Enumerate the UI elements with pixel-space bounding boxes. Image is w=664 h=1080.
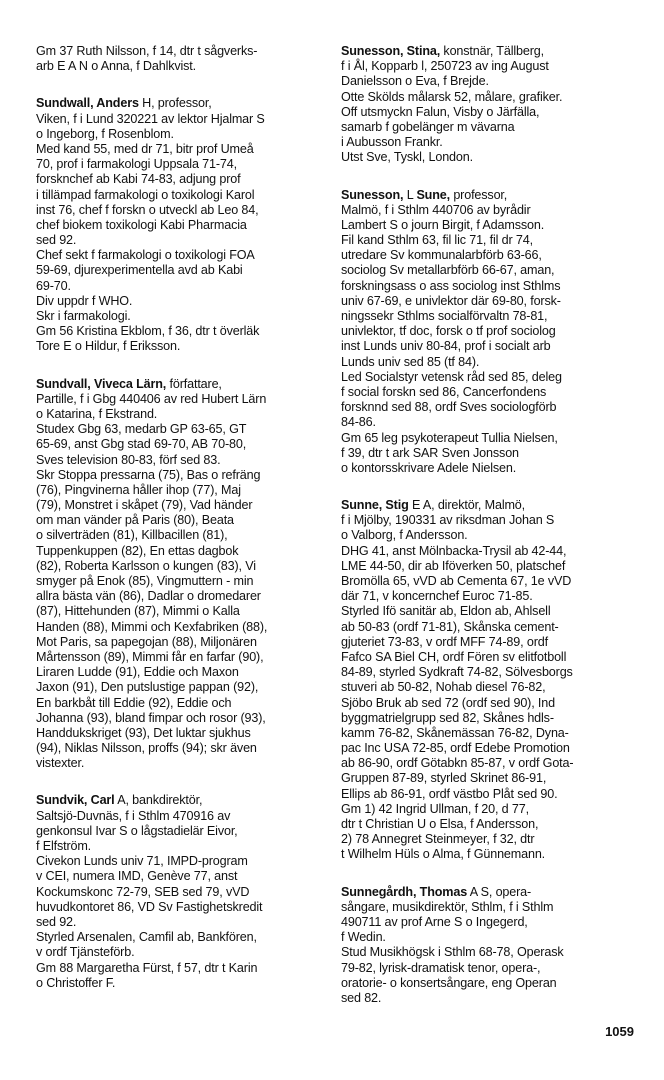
entry-text: Jaxon (91), Den putslustige pappan (92),	[36, 680, 259, 695]
entry-text: sed 92.	[36, 233, 77, 248]
entry-text: sed 92.	[36, 914, 77, 929]
entry-line	[341, 620, 639, 635]
entry-line	[341, 771, 639, 786]
entry-line	[36, 453, 326, 468]
entry-line	[36, 589, 326, 604]
entry-line	[36, 339, 326, 354]
entry-text: sed 82.	[341, 990, 382, 1005]
directory-entry	[36, 793, 326, 990]
entry-line	[36, 422, 326, 437]
entry-line	[36, 574, 326, 589]
entry-line	[36, 696, 326, 711]
directory-entry	[36, 96, 326, 354]
entry-line	[36, 620, 326, 635]
entry-line	[36, 854, 326, 869]
entry-text: dtr t Christian U o Elsa, f Andersson,	[341, 817, 539, 831]
entry-text: huvudkontoret 86, VD Sv Fastighetskredit	[36, 899, 263, 914]
entry-line	[36, 157, 326, 172]
right-column	[341, 44, 639, 1028]
entry-line	[341, 915, 639, 930]
entry-line	[36, 188, 326, 203]
entry-text: o Katarina, f Ekstrand.	[36, 406, 158, 421]
entry-text: Gm 88 Margaretha Fürst, f 57, dtr t Karin	[36, 960, 258, 975]
entry-text: oratorie- o konsertsångare, eng Operan	[341, 975, 557, 990]
entry-line	[36, 839, 326, 854]
entry-text: Tuppenkuppen (82), En ettas dagbok	[36, 543, 239, 558]
entry-text: Med kand 55, med dr 71, bitr prof Umeå	[36, 141, 254, 156]
entry-line	[36, 263, 326, 278]
entry-line	[36, 44, 326, 59]
entry-line	[341, 498, 639, 513]
entry-line	[36, 885, 326, 900]
entry-text: (79), Monstret i skåpet (79), Vad händer	[36, 498, 253, 513]
entry-line	[341, 787, 639, 802]
entry-name: Sundvik, Carl	[36, 793, 115, 808]
entry-text: L	[403, 187, 417, 202]
entry-line	[341, 218, 639, 233]
entry-line	[341, 650, 639, 665]
entry-text: v ordf Tjänsteförb.	[36, 945, 135, 960]
entry-text: forskningsass o ass sociolog inst Sthlms	[341, 278, 561, 293]
entry-line	[341, 233, 639, 248]
entry-line	[36, 528, 326, 543]
entry-text: A, bankdirektör,	[114, 793, 203, 808]
entry-text: professor,	[449, 187, 508, 202]
entry-line	[341, 635, 639, 650]
entry-line	[341, 528, 639, 543]
entry-line	[341, 589, 639, 604]
entry-text: 84-86.	[341, 415, 376, 430]
entry-line	[36, 309, 326, 324]
entry-text: f 39, dtr t ark SAR Sven Jonsson	[341, 445, 519, 460]
entry-text: i Aubusson Frankr.	[341, 135, 443, 150]
entry-line	[341, 188, 639, 203]
entry-line	[36, 869, 326, 884]
entry-line	[341, 961, 639, 976]
entry-text: Lambert S o journ Birgit, f Adamsson.	[341, 217, 545, 232]
entry-line	[341, 847, 639, 862]
entry-text: f i Ål, Kopparb l, 250723 av ing August	[341, 59, 549, 74]
entry-line	[341, 150, 639, 165]
entry-text: t Wilhelm Hüls o Alma, f Günnemann.	[341, 847, 546, 862]
entry-text: gjuteriet 73-83, v ordf MFF 74-89, ordf	[341, 634, 548, 649]
entry-text: utredare Sv kommunalarbförb 63-66,	[341, 248, 542, 263]
entry-line	[36, 726, 326, 741]
entry-line	[36, 392, 326, 407]
entry-text: LME 44-50, dir ab Iföverken 50, platschef	[341, 558, 566, 573]
entry-text: f social forskn sed 86, Cancerfondens	[341, 384, 547, 399]
entry-text: Saltsjö-Duvnäs, f i Sthlm 470916 av	[36, 808, 231, 823]
entry-text: vistexter.	[36, 756, 85, 771]
entry-text: Tore E o Hildur, f Eriksson.	[36, 339, 181, 354]
entry-line	[36, 604, 326, 619]
entry-text: kamm 76-82, Skånemässan 76-82, Dyna-	[341, 725, 569, 740]
entry-text: Johanna (93), bland fimpar och rosor (93),	[36, 710, 266, 725]
entry-text: i tillämpad farmakologi o toxikologi Karol	[36, 187, 255, 202]
entry-text: f Wedin.	[341, 930, 386, 945]
entry-text: E A, direktör, Malmö,	[408, 498, 526, 513]
entry-text: Mårtensson (89), Mimmi får en farfar (90),	[36, 649, 264, 664]
entry-text: DHG 41, anst Mölnbacka-Trysil ab 42-44,	[341, 543, 567, 558]
entry-text: Styrled Ifö sanitär ab, Eldon ab, Ahlsell	[341, 604, 551, 619]
entry-text: univlektor, tf doc, forsk o tf prof sociolog	[341, 324, 556, 339]
entry-text: Styrled Arsenalen, Camfil ab, Bankfören,	[36, 930, 257, 945]
entry-text: Studex Gbg 63, medarb GP 63-65, GT	[36, 422, 247, 437]
entry-text: ab 50-83 (ordf 71-81), Skånska cement-	[341, 619, 559, 634]
entry-text: Skr Stoppa pressarna (75), Bas o refräng	[36, 467, 261, 482]
entry-text: Div uppdr f WHO.	[36, 293, 133, 308]
page-number: 1059	[605, 1024, 634, 1039]
entry-line	[341, 817, 639, 832]
entry-text: 70, prof i farmakologi Uppsala 71-74,	[36, 157, 237, 172]
entry-line	[341, 832, 639, 847]
entry-line	[341, 294, 639, 309]
entry-line	[36, 142, 326, 157]
directory-entry	[341, 44, 639, 166]
entry-line	[341, 385, 639, 400]
entry-text: o Christoffer F.	[36, 975, 116, 990]
entry-line	[36, 127, 326, 142]
entry-text: samarb f gobelänger m vävarna	[341, 119, 515, 134]
entry-line	[36, 915, 326, 930]
entry-line	[341, 756, 639, 771]
entry-text: univ 67-69, e univlektor där 69-80, forsk-	[341, 293, 561, 308]
entry-line	[341, 44, 639, 59]
entry-text: stuveri ab 50-82, Nohab diesel 76-82,	[341, 680, 546, 695]
directory-entry	[341, 188, 639, 477]
entry-line	[341, 279, 639, 294]
entry-text: Partille, f i Gbg 440406 av red Hubert Lärn	[36, 391, 267, 406]
entry-line	[341, 248, 639, 263]
entry-text: Gm 37 Ruth Nilsson, f 14, dtr t sågverks-	[36, 44, 258, 58]
entry-text: pac Inc USA 72-85, ordf Edebe Promotion	[341, 741, 570, 756]
entry-line	[341, 544, 639, 559]
entry-line	[341, 604, 639, 619]
entry-line	[341, 263, 639, 278]
entry-text: En barkbåt till Eddie (92), Eddie och	[36, 695, 232, 710]
entry-text: där 71, v koncernchef Euroc 71-85.	[341, 589, 533, 604]
entry-line	[341, 324, 639, 339]
entry-line	[36, 930, 326, 945]
entry-line	[36, 711, 326, 726]
entry-line	[341, 461, 639, 476]
entry-line	[341, 203, 639, 218]
entry-text: Off utsmyckn Falun, Visby o Järfälla,	[341, 104, 540, 119]
entry-text: Fil kand Sthlm 63, fil lic 71, fil dr 74,	[341, 233, 533, 248]
entry-line	[36, 680, 326, 695]
entry-line	[341, 370, 639, 385]
entry-line	[36, 544, 326, 559]
entry-text: Gm 1) 42 Ingrid Ullman, f 20, d 77,	[341, 801, 529, 816]
entry-text: arb E A N o Anna, f Dahlkvist.	[36, 59, 197, 74]
entry-text: v CEI, numera IMD, Genève 77, anst	[36, 869, 238, 884]
entry-text: o kontorsskrivare Adele Nielsen.	[341, 460, 517, 475]
entry-text: Handdukskriget (93), Det luktar sjukhus	[36, 725, 251, 740]
entry-line	[36, 809, 326, 824]
entry-line	[36, 203, 326, 218]
entry-text: Gm 56 Kristina Ekblom, f 36, dtr t överläk	[36, 324, 260, 339]
entry-line	[36, 248, 326, 263]
entry-text: f Elfström.	[36, 839, 92, 853]
directory-entry	[341, 498, 639, 863]
entry-text: sociolog Sv metallarbförb 66-67, aman,	[341, 263, 555, 278]
entry-line	[36, 741, 326, 756]
entry-text: Utst Sve, Tyskl, London.	[341, 150, 473, 165]
entry-line	[341, 802, 639, 817]
entry-text: inst Lunds univ 80-84, prof i socialt arb	[341, 339, 551, 354]
directory-entry	[36, 377, 326, 772]
entry-line	[36, 218, 326, 233]
entry-name: Sunesson, Stina,	[341, 44, 441, 58]
entry-line	[341, 976, 639, 991]
entry-line	[36, 513, 326, 528]
entry-line	[341, 120, 639, 135]
left-column	[36, 44, 326, 1013]
entry-text: Sves television 80-83, förf sed 83.	[36, 452, 221, 467]
entry-line	[36, 233, 326, 248]
entry-line	[36, 824, 326, 839]
directory-entry	[341, 885, 639, 1007]
entry-line	[341, 696, 639, 711]
entry-text: 59-69, djurexperimentella avd ab Kabi	[36, 263, 243, 278]
entry-text: Otte Skölds målarsk 52, målare, grafiker.	[341, 89, 563, 104]
entry-text: Kockumskonc 72-79, SEB sed 79, vVD	[36, 884, 250, 899]
entry-given-name: Sune,	[416, 187, 450, 202]
entry-line	[36, 756, 326, 771]
entry-line	[341, 355, 639, 370]
entry-text: Danielsson o Eva, f Brejde.	[341, 74, 489, 89]
entry-line	[341, 135, 639, 150]
entry-name: Sundwall, Anders	[36, 96, 139, 111]
entry-line	[341, 74, 639, 89]
entry-line	[341, 513, 639, 528]
entry-line	[36, 172, 326, 187]
entry-line	[36, 559, 326, 574]
entry-line	[36, 112, 326, 127]
entry-text: 490711 av prof Arne S o Ingegerd,	[341, 914, 528, 929]
entry-text: 79-82, lyrisk-dramatisk tenor, opera-,	[341, 960, 541, 975]
entry-line	[36, 665, 326, 680]
entry-name: Sundvall, Viveca Lärn,	[36, 376, 167, 391]
entry-line	[341, 680, 639, 695]
entry-line	[341, 431, 639, 446]
entry-text: Mot Paris, sa papegojan (88), Miljonären	[36, 634, 257, 649]
entry-text: genkonsul Ivar S o lågstadielär Eivor,	[36, 823, 238, 838]
entry-text: 84-89, styrled Sydkraft 74-82, Sölvesborgs	[341, 665, 573, 680]
entry-text: (76), Pingvinerna håller ihop (77), Maj	[36, 482, 241, 497]
entry-line	[341, 446, 639, 461]
entry-text: (94), Niklas Nilsson, proffs (94); skr även	[36, 741, 257, 756]
entry-name: Sunnegårdh, Thomas	[341, 884, 468, 899]
entry-line	[36, 976, 326, 991]
entry-text: o silverträden (81), Killbacillen (81),	[36, 528, 228, 543]
entry-text: Handen (88), Mimmi och Kexfabriken (88),	[36, 619, 268, 634]
entry-text: byggmatrielgrupp sed 82, Skånes hdls-	[341, 710, 554, 725]
entry-text: allra bästa vän (86), Dadlar o dromedarer	[36, 589, 261, 604]
entry-line	[341, 400, 639, 415]
entry-line	[341, 741, 639, 756]
entry-text: 2) 78 Annegret Steinmeyer, f 32, dtr	[341, 832, 535, 847]
entry-line	[36, 59, 326, 74]
entry-line	[341, 665, 639, 680]
entry-text: Chef sekt f farmakologi o toxikologi FOA	[36, 248, 255, 263]
entry-text: ningssekr Sthlms socialförvaltn 78-81,	[341, 309, 548, 323]
directory-entry	[36, 44, 326, 74]
entry-text: 65-69, anst Gbg stad 69-70, AB 70-80,	[36, 437, 247, 452]
entry-text: o Ingeborg, f Rosenblom.	[36, 126, 174, 141]
entry-text: H, professor,	[138, 96, 212, 111]
entry-text: Stud Musikhögsk i Sthlm 68-78, Operask	[341, 945, 564, 960]
entry-text: Civekon Lunds univ 71, IMPD-program	[36, 854, 248, 869]
entry-line	[36, 498, 326, 513]
entry-text: Fafco SA Biel CH, ordf Fören sv elitfotboll	[341, 649, 567, 664]
entry-line	[36, 96, 326, 111]
entry-text: forsknchef ab Kabi 74-83, adjung prof	[36, 172, 241, 187]
entry-line	[36, 793, 326, 808]
entry-text: om man vänder på Paris (80), Beata	[36, 513, 234, 528]
entry-name: Sunne, Stig	[341, 498, 409, 513]
entry-text: chef biokem toxikologi Kabi Pharmacia	[36, 217, 247, 232]
entry-text: Led Socialstyr vetensk råd sed 85, deleg	[341, 369, 562, 384]
entry-text: A S, opera-	[467, 884, 532, 899]
entry-line	[36, 650, 326, 665]
entry-text: f i Mjölby, 190331 av riksdman Johan S	[341, 513, 555, 528]
entry-name: Sunesson,	[341, 187, 404, 202]
entry-line	[36, 961, 326, 976]
entry-text: Gm 65 leg psykoterapeut Tullia Nielsen,	[341, 430, 558, 445]
entry-text: o Valborg, f Andersson.	[341, 528, 468, 543]
entry-text: inst 76, chef f forskn o utveckl ab Leo 84,	[36, 202, 259, 217]
entry-line	[341, 59, 639, 74]
entry-line	[36, 635, 326, 650]
entry-line	[341, 309, 639, 324]
entry-line	[36, 483, 326, 498]
entry-line	[341, 885, 639, 900]
entry-line	[36, 279, 326, 294]
entry-text: (87), Hittehunden (87), Mimmi o Kalla	[36, 604, 240, 619]
entry-line	[36, 437, 326, 452]
entry-line	[341, 991, 639, 1006]
entry-line	[36, 377, 326, 392]
entry-text: Malmö, f i Sthlm 440706 av byrådir	[341, 202, 531, 217]
entry-line	[341, 559, 639, 574]
entry-line	[341, 930, 639, 945]
entry-line	[341, 415, 639, 430]
entry-line	[341, 90, 639, 105]
entry-line	[341, 339, 639, 354]
entry-text: sångare, musikdirektör, Sthlm, f i Sthlm	[341, 899, 554, 914]
entry-text: ab 86-90, ordf Götabkn 85-87, v ordf Gota-	[341, 756, 574, 771]
entry-line	[36, 407, 326, 422]
entry-line	[341, 574, 639, 589]
entry-text: Skr i farmakologi.	[36, 309, 131, 323]
entry-line	[341, 711, 639, 726]
entry-text: författare,	[166, 376, 222, 391]
entry-line	[36, 324, 326, 339]
entry-line	[341, 945, 639, 960]
entry-text: Bromölla 65, vVD ab Cementa 67, 1e vVD	[341, 574, 572, 588]
entry-line	[36, 294, 326, 309]
entry-line	[36, 468, 326, 483]
entry-text: (82), Roberta Karlsson o kungen (83), Vi	[36, 558, 256, 573]
entry-line	[341, 900, 639, 915]
entry-line	[341, 726, 639, 741]
entry-text: Gruppen 87-89, styrled Skrinet 86-91,	[341, 771, 547, 786]
entry-line	[341, 105, 639, 120]
entry-text: 69-70.	[36, 278, 71, 293]
entry-text: forsknnd sed 88, ordf Sves sociologförb	[341, 400, 557, 415]
entry-text: Viken, f i Lund 320221 av lektor Hjalmar S	[36, 111, 265, 126]
entry-text: smyger på Enok (85), Vingmuttern - min	[36, 574, 254, 588]
entry-line	[36, 945, 326, 960]
entry-text: Ellips ab 86-91, ordf västbo Plåt sed 90.	[341, 786, 558, 801]
entry-text: Lunds univ sed 85 (tf 84).	[341, 354, 480, 369]
entry-line	[36, 900, 326, 915]
entry-text: konstnär, Tällberg,	[440, 44, 544, 58]
entry-text: Sjöbo Bruk ab sed 72 (ordf sed 90), Ind	[341, 695, 555, 710]
entry-text: Liraren Ludde (91), Eddie och Maxon	[36, 665, 239, 680]
